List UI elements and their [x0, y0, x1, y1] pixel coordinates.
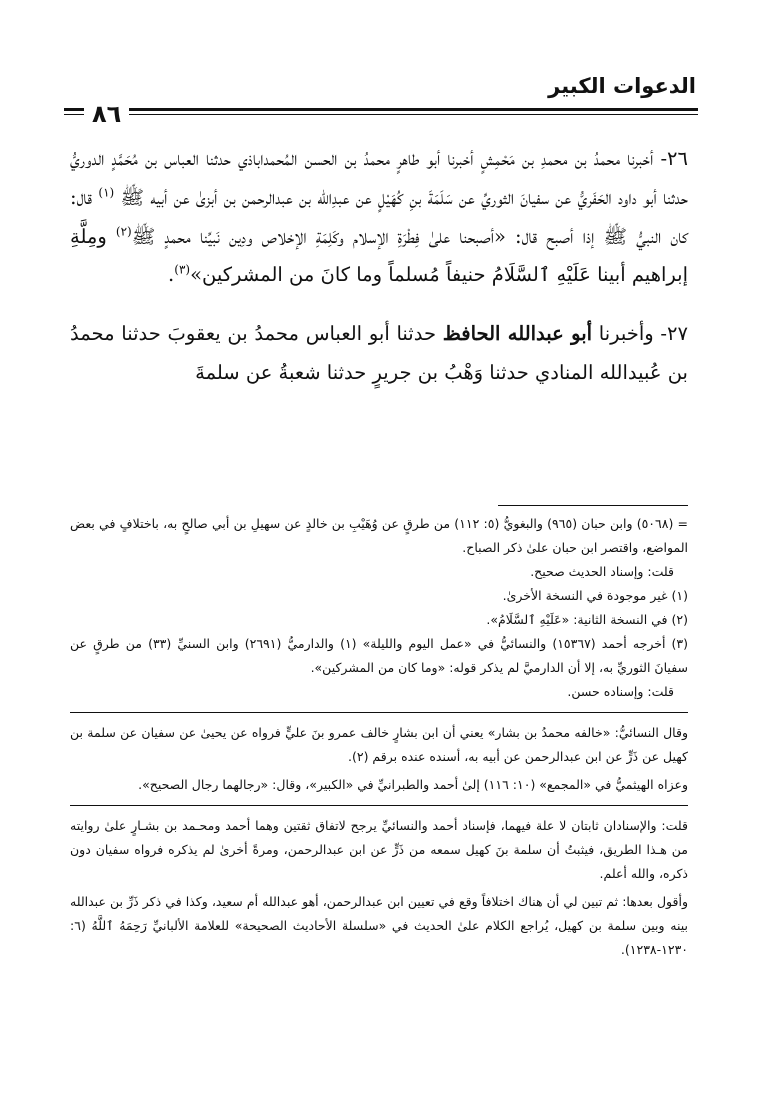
hadith-26-period: . [168, 263, 175, 287]
hadith-26-text-end: ومِلَّةِ إبراهيم أبينا عَلَيْهِ ٱلسَّلَامُ حنيفاً مُسلماً وما كانَ من المشركين» [70, 224, 688, 287]
hadith-26 [70, 140, 688, 295]
hadith-27-bold-name: أبو عبدالله الحافظ [442, 322, 593, 346]
hadith-27-start: ٢٧- وأخبرنا [598, 322, 688, 346]
footnote-ref-3: (٣) [174, 262, 191, 277]
footnote-3-haythami: وعزاه الهيثميُّ في «المجمع» (١٠: ١١٦) إلىٰ أحمد والطبرانيِّ في «الكبير»، وقال: «رجالهما رجال الصحيح». [138, 777, 688, 792]
page-number: ٨٦ [84, 100, 129, 128]
footnote-3-addendum: وأقول بعدها: ثم تبين لي أن هناك اختلافاً وقع في تعيين ابن عبدالرحمن، أهو عبدالله أم سعيد، وكذا في ذكر ذَرِّ بن عبدالله بينه وبين سلمة بن كهيل، يُراجع الكلام علىٰ الحديث في «سلسلة الأحاديث الصحيحة» للعلامة الألبانيِّ رَحِمَهُ ٱللَّهُ (٦: ١٢٣٠-١٢٣٨). [70, 894, 688, 957]
footnote-continuation-note: قلت: وإسناد الحديث صحيح. [530, 564, 674, 579]
footnote-3-note: قلت: وإسناده حسن. [567, 684, 674, 699]
footnote-ref-2: (٢) [115, 224, 132, 239]
footnote-3-nasai: وقال النسائيُّ: «خالفه محمدُ بن بشار» يعني أن ابن بشارٍ خالف عمرو بنَ عليٍّ فرواه عن يحيىٰ عن سفيان عن سلمة بن كهيل عن ذَرٍّ عن ابن عبدالرحمن عن أبيه به، أسنده عنده برقم (٢). [70, 725, 688, 764]
footnote-1: (١) غير موجودة في النسخة الأخرىٰ. [502, 588, 688, 603]
footnote-ref-1: (١) [98, 185, 115, 200]
footnote-divider-2 [70, 805, 688, 806]
running-header-title: الدعوات الكبير [548, 74, 696, 98]
footnote-3-analysis: قلت: والإسنادان ثابتان لا علة فيهما، فإسناد أحمد والنسائيِّ يرجح لاتفاق ثقتين وهما أحمد ومحـمد بن بشـارٍ علىٰ روايته من هـذا الطريق، فيثبتُ أن سلمة بنَ كهيل سمعه من ذَرٍّ عن ابن عبدالرحمن، ومرةً أخرىٰ لم يذكره فرواه سفيان دون ذكره، والله أعلم. [70, 818, 688, 881]
hadith-27 [70, 315, 688, 393]
footnote-separator [498, 505, 688, 506]
footnote-divider [70, 712, 688, 713]
footnote-3: (٣) أخرجه أحمد (١٥٣٦٧) والنسائيُّ في «عمل اليوم والليلة» (١) والدارميُّ (٢٦٩١) وابن السنيِّ (٣٣) من طرقٍ عن سفيانَ الثوريِّ به، إلا أن الدارميَّ لم يذكر قوله: «وما كان من المشركين». [70, 636, 689, 675]
main-text [70, 140, 688, 393]
footnotes [70, 505, 688, 962]
hadith-26-text-cont: قال: كان النبيُّ ﷺ إذا أصبح قال: «أصبحنا علىٰ فِطْرَةِ الإسلام وكَلِمَةِ الإخلاص ودِين نَبيِّنا محمدٍ ﷺ [70, 185, 689, 248]
footnote-continuation: = (٥٠٦٨) وابن حبان (٩٦٥) والبغويُّ (٥: ١١٢) من طرقٍ عن وُهَيْبِ بن خالدٍ عن سهيلِ بن أبي صالحٍ به، باختلافٍ في بعض المواضع، واقتصر ابن حبان علىٰ ذكر الصباح. [70, 516, 689, 555]
header-rule [64, 108, 698, 115]
footnote-2: (٢) في النسخة الثانية: «عَلَيْهِ ٱلسَّلَامُ». [486, 612, 688, 627]
hadith-26-text: ٢٦- أخبرنا محمدُ بن محمدِ بن مَحْمِشٍ أخبرنا أبو طاهرٍ محمدُ بن الحسن المُحمداباذي حدثنا العباس بن مُحَمَّدٍ الدوريُّ حدثنا أبو داود الحَفَريُّ عن سفيانَ الثوريِّ عن سَلَمَةَ بنِ كُهَيْلٍ عن عبدِالله بن عبدالرحمن بن أبزىٰ عن أبيه ﷺ [70, 147, 688, 209]
hadith-27-rest: حدثنا أبو العباس محمدُ بن يعقوبَ حدثنا محمدُ بن عُبيدالله المنادي حدثنا وَهْبُ بن جريرٍ حدثنا شعبةُ عن سلمةَ [70, 322, 688, 384]
